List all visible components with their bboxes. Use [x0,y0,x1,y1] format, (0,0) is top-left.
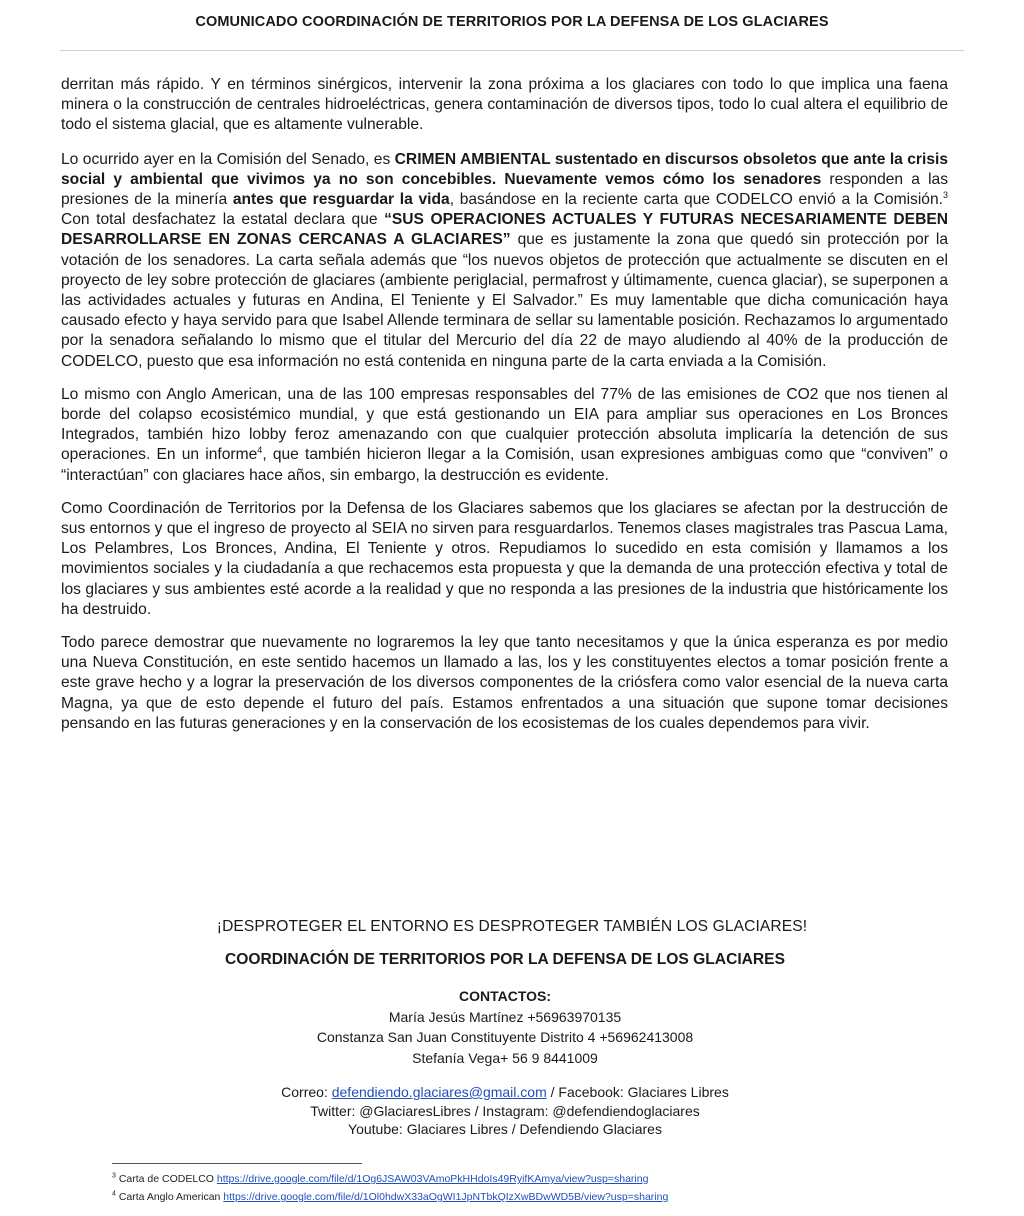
email-line [0,1083,1010,1102]
twitter-instagram-line: Twitter: @GlaciaresLibres / Instagram: @defendiendoglaciares [310,1102,700,1119]
document-body [61,75,948,734]
p2-text-1: Lo ocurrido ayer en la Comisión del Senado, es [61,150,395,168]
footnote-divider [112,1163,362,1164]
footnote-ref-3: 3 [942,189,948,200]
contact-line: María Jesús Martínez +56963970135 [388,1008,622,1025]
paragraph-2 [61,150,948,372]
email-label: Correo: [281,1084,332,1100]
footnote-ref-4: 4 [257,445,263,456]
p2-text-2: responden a las presiones de la minería [61,170,948,209]
document-header: COMUNICADO COORDINACIÓN DE TERRITORIOS POR LA DEFENSA DE LOS GLACIARES [195,14,829,30]
p2-bold-1: CRIMEN AMBIENTAL sustentado en discursos obsoletos que ante la crisis social y ambiental que vivimos ya no son concebibles. Nuevamente vemos cómo los senadores [61,150,948,188]
p3-text-2: , que también hicieron llegar a la Comisión, usan expresiones ambiguas como que “conviven” o “interactúan” con glaciares hace años, sin embargo, la destrucción es evidente. [61,446,948,484]
paragraph-4: Como Coordinación de Territorios por la Defensa de los Glaciares sabemos que los glaciares se afectan por la destrucción de sus entornos y que el ingreso de proyecto al SEIA no sirven para resguardarlos. Tenemos clases magistrales tras Pascua Lama, Los Pelambres, Los Bronces, Andina, El Teniente y otros. Repudiamos lo sucedido en esta comisión y llamamos a los movimientos sociales y la ciudadanía a que rechacemos esta propuesta y que la demanda de una protección efectiva y total de los glaciares y sus ambientes esté acorde a la realidad y que no responda a las presiones de la industria que históricamente los ha destruido. [61,499,948,618]
header-divider [60,50,964,51]
organization-name: COORDINACIÓN DE TERRITORIOS POR LA DEFENSA DE LOS GLACIARES [225,951,785,968]
youtube-line: Youtube: Glaciares Libres / Defendiendo Glaciares [348,1121,662,1137]
footnote-number: 4 [112,1190,116,1198]
slogan: ¡DESPROTEGER EL ENTORNO ES DESPROTEGER TAMBIÉN LOS GLACIARES! [216,918,808,935]
paragraph-1: derritan más rápido. Y en términos sinérgicos, intervenir la zona próxima a los glaciares con todo lo que implica una faena minera o la construcción de centrales hidroeléctricas, genera contaminación de diversos tipos, todo lo cual altera el equilibrio de todo el sistema glacial, que es altamente vulnerable. [61,76,948,134]
paragraph-3 [61,385,948,486]
p2-bold-2: antes que resguardar la vida [232,191,450,209]
facebook-text: / Facebook: Glaciares Libres [546,1084,729,1100]
contacts-title: CONTACTOS: [458,988,552,1004]
p2-text-5: que es justamente la zona que quedó sin protección por la votación de los senadores. La carta señala además que “los nuevos objetos de protección que actualmente se discuten en el proyecto de ley sobre protección de glaciares (ambiente periglacial, permafrost y últimamente, cuenca glaciar), se superponen a las actividades actuales y futuras en Andina, El Teniente y El Salvador.” Es muy lamentable que dicha comunicación haya causado efecto y haya servido para que Isabel Allende terminara de sellar su lamentable posición. Rechazamos lo argumentado por la senadora señalando lo mismo que el titular del Mercurio del día 22 de mayo aludiendo al 40% de la producción de CODELCO, puesto que esa información no está contenida en ninguna parte de la carta enviada a la Comisión. [61,231,949,370]
contact-line: Stefanía Vega+ 56 9 8441009 [412,1049,598,1066]
contacts-block [0,986,1010,1068]
social-block [0,1083,1010,1139]
footnote-link[interactable]: https://drive.google.com/file/d/1Og6JSAW03VAmoPkHHdoIs49RyifKAmya/view?usp=sharing [216,1173,649,1185]
contact-line: Constanza San Juan Constituyente Distrito 4 +56962413008 [316,1029,694,1045]
p2-text-4: Con total desfachatez la estatal declara que [61,211,385,229]
footnotes [112,1170,992,1206]
p2-text-3: , basándose en la reciente carta que CODELCO envió a la Comisión. [449,191,943,209]
email-link[interactable]: defendiendo.glaciares@gmail.com [331,1084,547,1100]
footnote-4 [112,1188,992,1206]
p3-text-1: Lo mismo con Anglo American, una de las 100 empresas responsables del 77% de las emisiones de CO2 que nos tienen al borde del colapso ecosistémico mundial, y que está gestionando un EIA para ampliar sus operaciones en Los Bronces Integrados, también hizo lobby feroz amenazando con que cualquier protección absoluta implicaría la detención de sus operaciones. En un informe [61,385,948,464]
footnote-number: 3 [112,1172,116,1180]
footnote-label: Carta de CODELCO [115,1173,217,1185]
footnote-label: Carta Anglo American [115,1191,224,1203]
p2-bold-3: “SUS OPERACIONES ACTUALES Y FUTURAS NECESARIAMENTE DEBEN DESARROLLARSE EN ZONAS CERCANAS A GLACIARES” [61,211,948,249]
footnote-link[interactable]: https://drive.google.com/file/d/1Ol0hdwX33aOgWI1JpNTbkQIzXwBDwWD5B/view?usp=sharing [223,1191,669,1203]
paragraph-5: Todo parece demostrar que nuevamente no lograremos la ley que tanto necesitamos y que la única esperanza es por medio una Nueva Constitución, en este sentido hacemos un llamado a las, los y les constituyentes electos a tomar posición frente a este grave hecho y a lograr la preservación de los diversos componentes de la criósfera como valor esencial de la nueva carta Magna, ya que de esto depende el futuro del país. Estamos enfrentados a una situación que supone tomar decisiones pensando en las futuras generaciones y en la conservación de los ecosistemas de los cuales dependemos para vivir. [61,634,948,732]
footnote-3 [112,1170,992,1188]
